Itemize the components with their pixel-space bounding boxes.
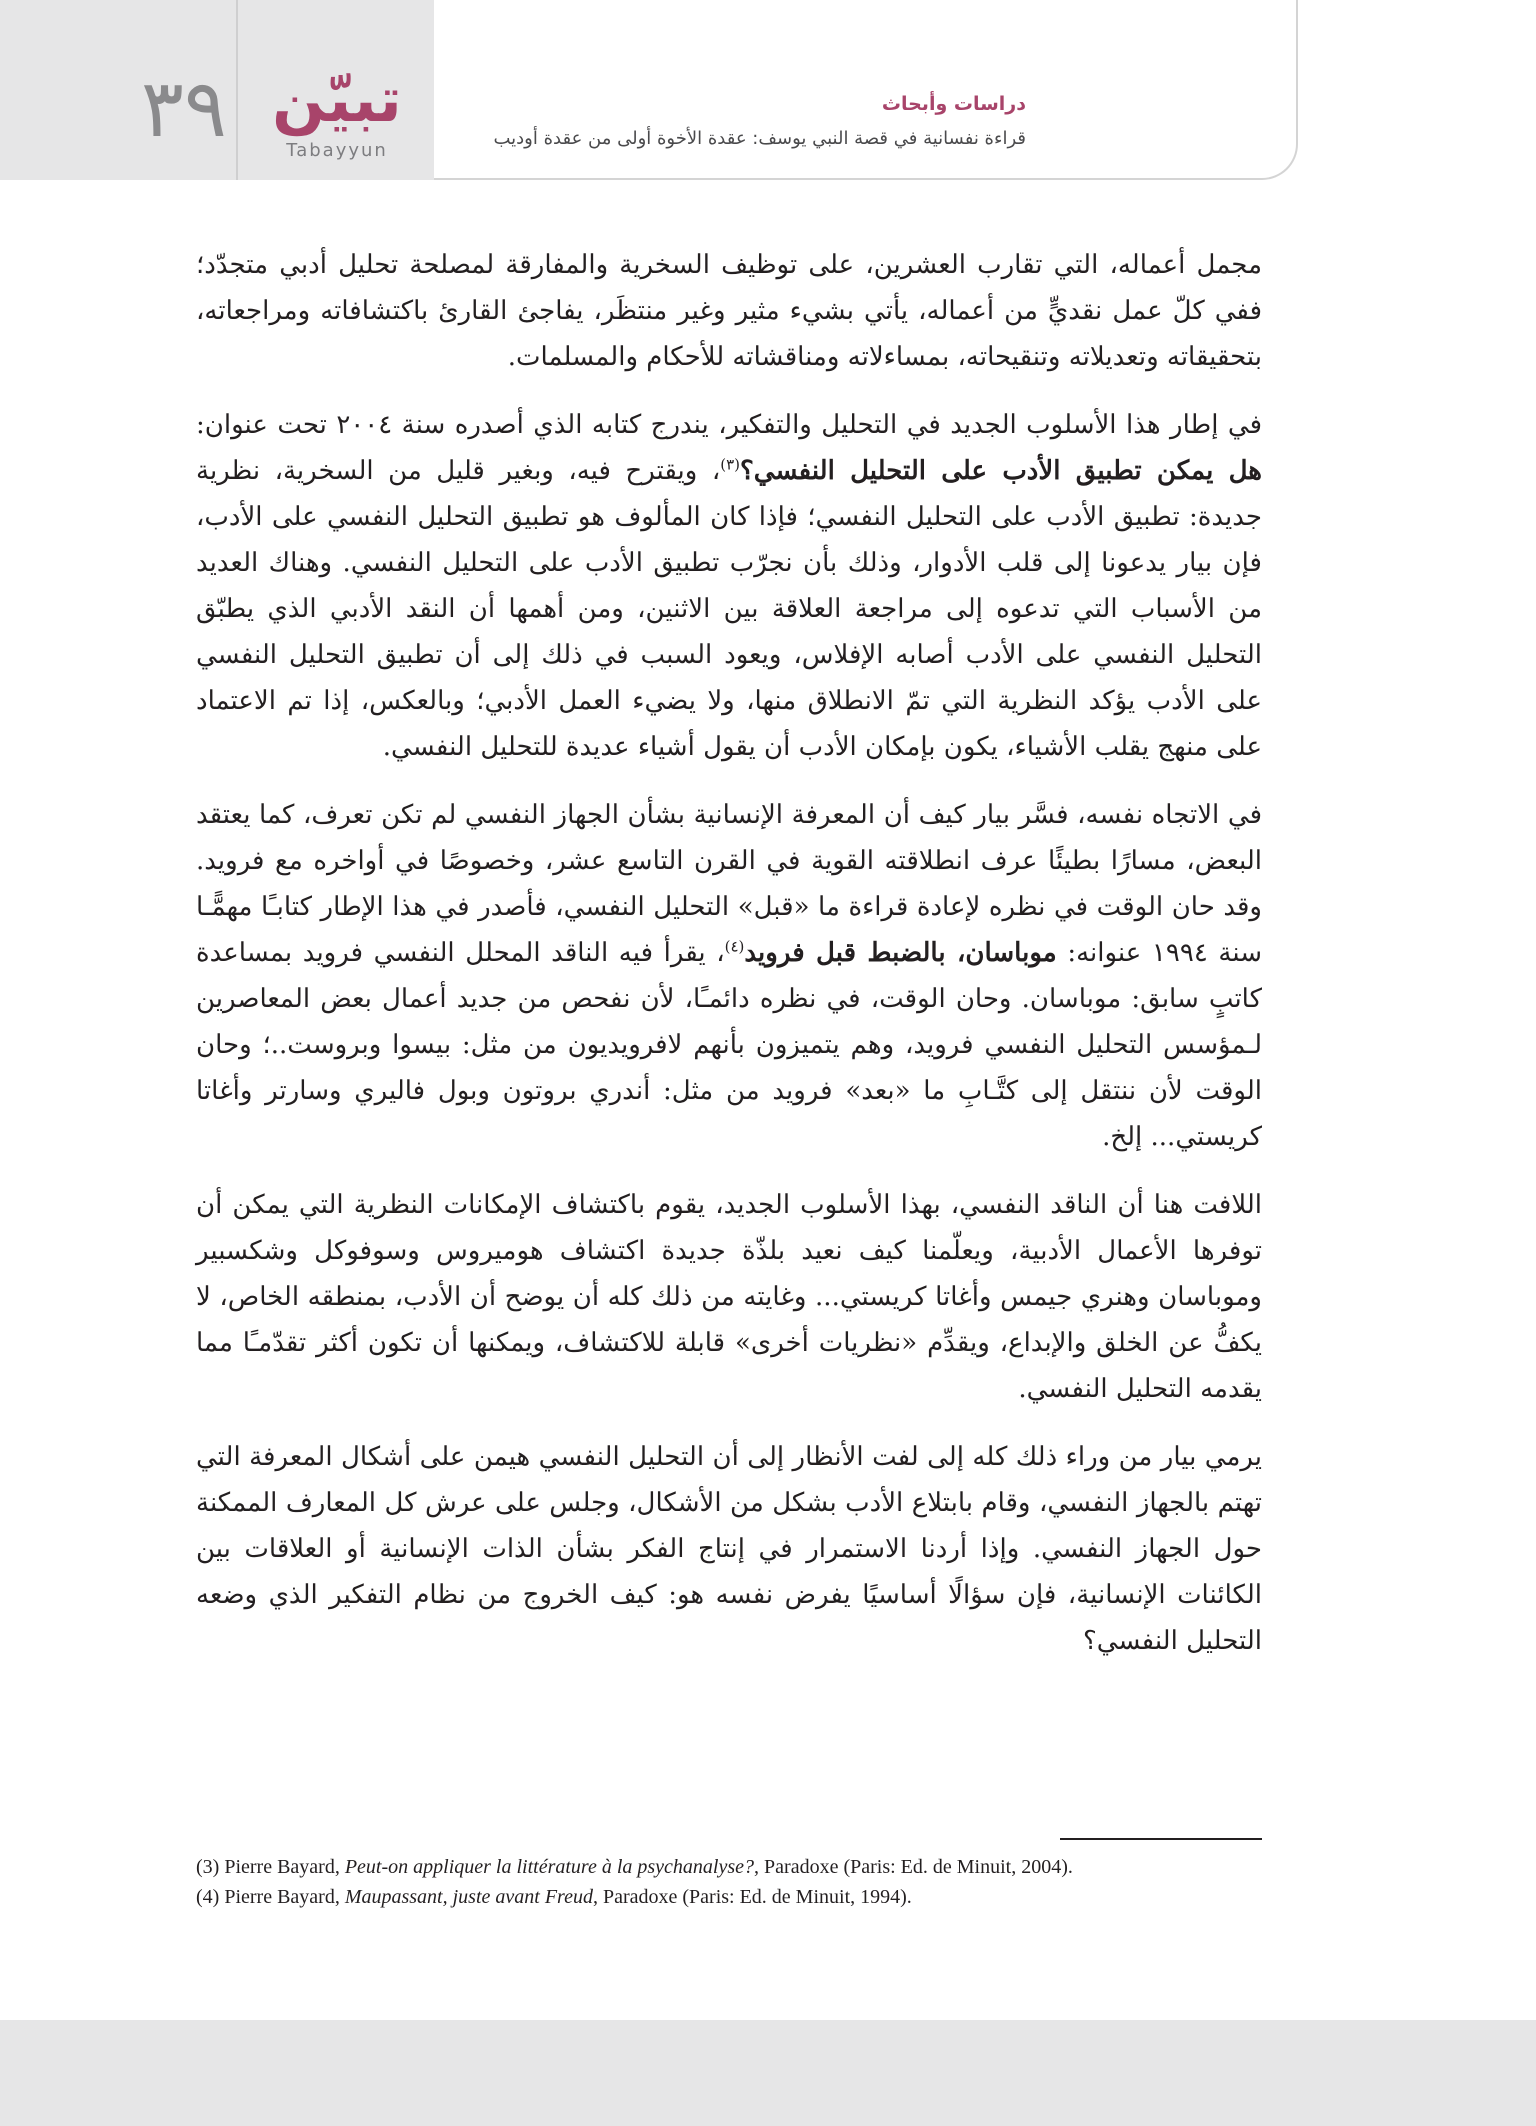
paragraph-1: مجمل أعماله، التي تقارب العشرين، على توظيف السخرية والمفارقة لمصلحة تحليل أدبي متجدّد؛ ففي كلّ عمل نقديٍّ من أعماله، يأتي بشيء مثير وغير منتظَر، يفاجئ القارئ باكتشافاته ومراجعاته، بتحقيقاته وتعديلاته وتنقيحاته، بمساءلاته ومناقشاته للأحكام والمسلمات. [196, 250, 1262, 372]
paragraph-3-intro: في الاتجاه نفسه، فسَّر بيار كيف أن المعرفة الإنسانية بشأن الجهاز النفسي لم تكن تعرف، كما يعتقد البعض، مسارًا بطيئًا عرف انطلاقته القوية في القرن التاسع عشر، وخصوصًا في أواخره مع فرويد. وقد حان الوقت في نظره لإعادة قراءة ما «قبل» التحليل النفسي، فأصدر في هذا الإطار كتابـًا مهمًّـا سنة ١٩٩٤ عنوانه: [196, 800, 1262, 968]
journal-logo-latin: Tabayyun [286, 140, 388, 161]
paragraph-2 [196, 402, 1262, 770]
paragraph-2-intro: في إطار هذا الأسلوب الجديد في التحليل والتفكير، يندرج كتابه الذي أصدره سنة ٢٠٠٤ تحت عنوان: [196, 410, 1262, 440]
journal-logo-arabic: تبيّن [272, 63, 402, 136]
footnote-ref-3: (٣) [720, 455, 740, 474]
footnote-4-author: (4) Pierre Bayard, [196, 1886, 345, 1908]
footnote-4-title: Maupassant, juste avant Freud [344, 1886, 593, 1908]
running-header [0, 0, 1298, 180]
footnote-4 [196, 1882, 1266, 1912]
footnotes [196, 1852, 1266, 1912]
paragraph-3 [196, 792, 1262, 1160]
page-number: ٣٩ [141, 62, 227, 155]
footer-band [0, 2020, 1536, 2126]
article-title: قراءة نفسانية في قصة النبي يوسف: عقدة الأخوة أولى من عقدة أوديب [493, 128, 1026, 149]
body-text [196, 242, 1262, 1686]
section-label: دراسات وأبحاث [881, 93, 1026, 115]
footnote-3 [196, 1852, 1266, 1882]
paragraph-3-rest: ، يقرأ فيه الناقد المحلل النفسي فرويد بمساعدة كاتبٍ سابق: موباسان. وحان الوقت، في نظره دائمـًا، لأن نفحص من جديد أعمال بعض المعاصرين لـمؤسس التحليل النفسي فرويد، وهم يتميزون بأنهم لافرويديون من مثل: بيسوا وبروست..؛ وحان الوقت لأن ننتقل إلى كتَّـابِ ما «بعد» فرويد من مثل: أندري بروتون وبول فاليري وسارتر وأغاتا كريستي... إلخ. [196, 938, 1262, 1152]
book-title-1: هل يمكن تطبيق الأدب على التحليل النفسي؟ [740, 456, 1262, 486]
footnote-4-publisher: , Paradoxe (Paris: Ed. de Minuit, 1994). [592, 1886, 912, 1908]
footnote-3-title: Peut-on appliquer la littérature à la psychanalyse? [344, 1856, 755, 1878]
paragraph-2-rest: ، ويقترح فيه، وبغير قليل من السخرية، نظرية جديدة: تطبيق الأدب على التحليل النفسي؛ فإذا كان المألوف هو تطبيق التحليل النفسي على الأدب، فإن بيار يدعونا إلى قلب الأدوار، وذلك بأن نجرّب تطبيق الأدب على التحليل النفسي. وهناك العديد من الأسباب التي تدعوه إلى مراجعة العلاقة بين الاثنين، ومن أهمها أن النقد الأدبي الذي يطبّق التحليل النفسي على الأدب أصابه الإفلاس، ويعود السبب في ذلك إلى أن تطبيق التحليل النفسي على الأدب يؤكد النظرية التي تمّ الانطلاق منها، ولا يضيء العمل الأدبي؛ وبالعكس، إذا تم الاعتماد على منهج يقلب الأشياء، يكون بإمكان الأدب أن يقول أشياء عديدة للتحليل النفسي. [196, 456, 1263, 762]
footnote-3-author: (3) Pierre Bayard, [196, 1856, 345, 1878]
footnote-3-publisher: , Paradoxe (Paris: Ed. de Minuit, 2004). [754, 1856, 1073, 1878]
footnote-separator [1060, 1838, 1262, 1840]
footnote-ref-4: (٤) [724, 937, 745, 956]
paragraph-5: يرمي بيار من وراء ذلك كله إلى لفت الأنظار إلى أن التحليل النفسي هيمن على أشكال المعرفة التي تهتم بالجهاز النفسي، وقام بابتلاع الأدب بشكل من الأشكال، وجلس على عرش كل المعارف الممكنة حول الجهاز النفسي. وإذا أردنا الاستمرار في إنتاج الفكر بشأن الذات الإنسانية أو العلاقات بين الكائنات الإنسانية، فإن سؤالًا أساسيًا يفرض نفسه هو: كيف الخروج من نظام التفكير الذي وضعه التحليل النفسي؟ [196, 1442, 1263, 1656]
paragraph-4: اللافت هنا أن الناقد النفسي، بهذا الأسلوب الجديد، يقوم باكتشاف الإمكانات النظرية التي يمكن أن توفرها الأعمال الأدبية، ويعلّمنا كيف نعيد بلذّة جديدة اكتشاف هوميروس وسوفوكل وشكسبير وموباسان وهنري جيمس وأغاتا كريستي... وغايته من ذلك كله أن يوضح أن الأدب، بمنطقه الخاص، لا يكفُّ عن الخلق والإبداع، ويقدِّم «نظريات أخرى» قابلة للاكتشاف، ويمكنها أن تكون أكثر تقدّمـًا مما يقدمه التحليل النفسي. [196, 1190, 1262, 1404]
book-title-2: موباسان، بالضبط قبل فرويد [744, 938, 1057, 968]
